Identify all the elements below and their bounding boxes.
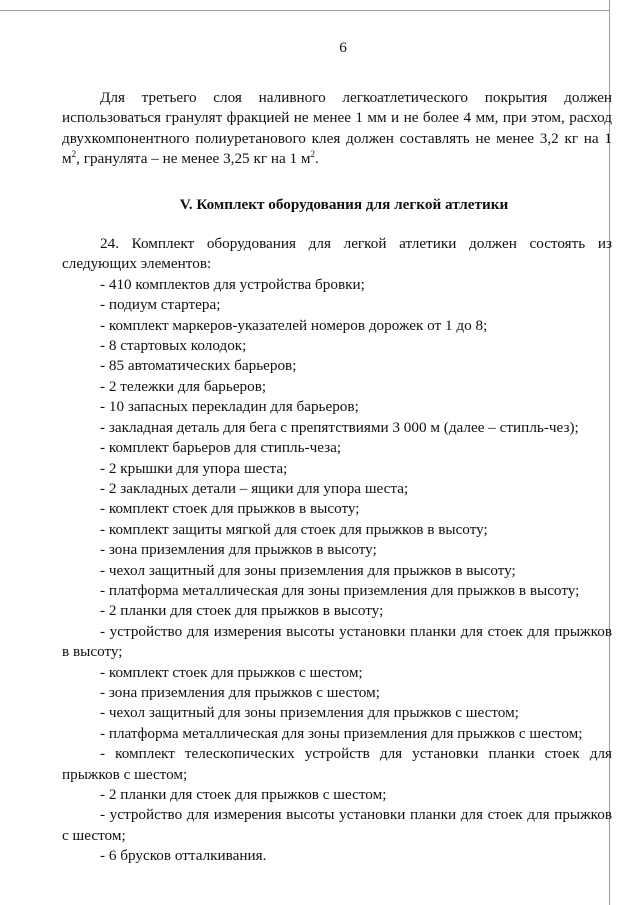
document-page [62, 38, 612, 867]
list-item: - 2 крышки для упора шеста; [100, 459, 288, 477]
list-item: - 2 закладных детали – ящики для упора шеста; [100, 479, 409, 497]
list-item: - комплект защиты мягкой для стоек для прыжков в высоту; [100, 520, 488, 538]
list-item: - чехол защитный для зоны приземления для прыжков в высоту; [100, 561, 516, 579]
superscript-2: 2 [71, 149, 77, 160]
list-item: - комплект стоек для прыжков в высоту; [100, 500, 360, 518]
list-item: - закладная деталь для бега с препятствиями 3 000 м (далее – стипль-чез); [100, 418, 579, 436]
list-item: - комплект телескопических устройств для установки планки стоек для прыжков с шестом; [62, 745, 612, 783]
list-item: - 8 стартовых колодок; [100, 337, 247, 355]
list-item: - подиум стартера; [100, 296, 221, 314]
list-item: - платформа металлическая для зоны приземления для прыжков в высоту; [100, 581, 580, 599]
section-heading: V. Комплект оборудования для легкой атлетики [179, 195, 509, 213]
list-item: - 2 тележки для барьеров; [100, 377, 267, 395]
intro-end: . [315, 150, 319, 168]
list-item: - комплект барьеров для стипль-чеза; [100, 439, 342, 457]
list-item: - 10 запасных перекладин для барьеров; [100, 398, 359, 416]
list-item: - комплект стоек для прыжков с шестом; [100, 663, 363, 681]
list-item: - комплект маркеров-указателей номеров дорожек от 1 до 8; [100, 316, 488, 334]
intro-mid: , гранулята – не менее 3,25 кг на 1 м [76, 150, 311, 168]
superscript-2b: 2 [310, 149, 316, 160]
page-number: 6 [339, 39, 347, 56]
list-item: - устройство для измерения высоты установки планки для стоек для прыжков в высоту; [62, 622, 612, 661]
list-item: - зона приземления для прыжков с шестом; [100, 683, 380, 701]
list-item: - 85 автоматических барьеров; [100, 357, 297, 375]
intro-text: Для третьего слоя наливного легкоатлетического покрытия должен использоваться гранулят фракцией не менее 1 мм и не более 4 мм, при этом, расход двухкомпонентного полиуретанового клея должен составлять не менее 3,2 кг на 1 м [62, 89, 612, 168]
list-item: - 2 планки для стоек для прыжков в высоту; [100, 602, 384, 620]
list-item: - зона приземления для прыжков в высоту; [100, 541, 377, 559]
list-item: - 2 планки для стоек для прыжков с шестом; [100, 786, 387, 803]
equipment-list [62, 275, 612, 867]
list-item: - чехол защитный для зоны приземления для прыжков с шестом; [100, 704, 519, 722]
list-item: - платформа металлическая для зоны приземления для прыжков с шестом; [100, 724, 583, 742]
list-item: - устройство для измерения высоты установки планки для стоек для прыжков с шестом; [62, 806, 612, 844]
section-paragraph: 24. Комплект оборудования для легкой атлетики должен состоять из следующих элементов: [62, 235, 612, 273]
intro-paragraph [62, 88, 612, 170]
list-item: - 410 комплектов для устройства бровки; [100, 275, 365, 293]
list-item: - 6 брусков отталкивания. [100, 847, 267, 865]
scan-border-top [0, 10, 609, 11]
